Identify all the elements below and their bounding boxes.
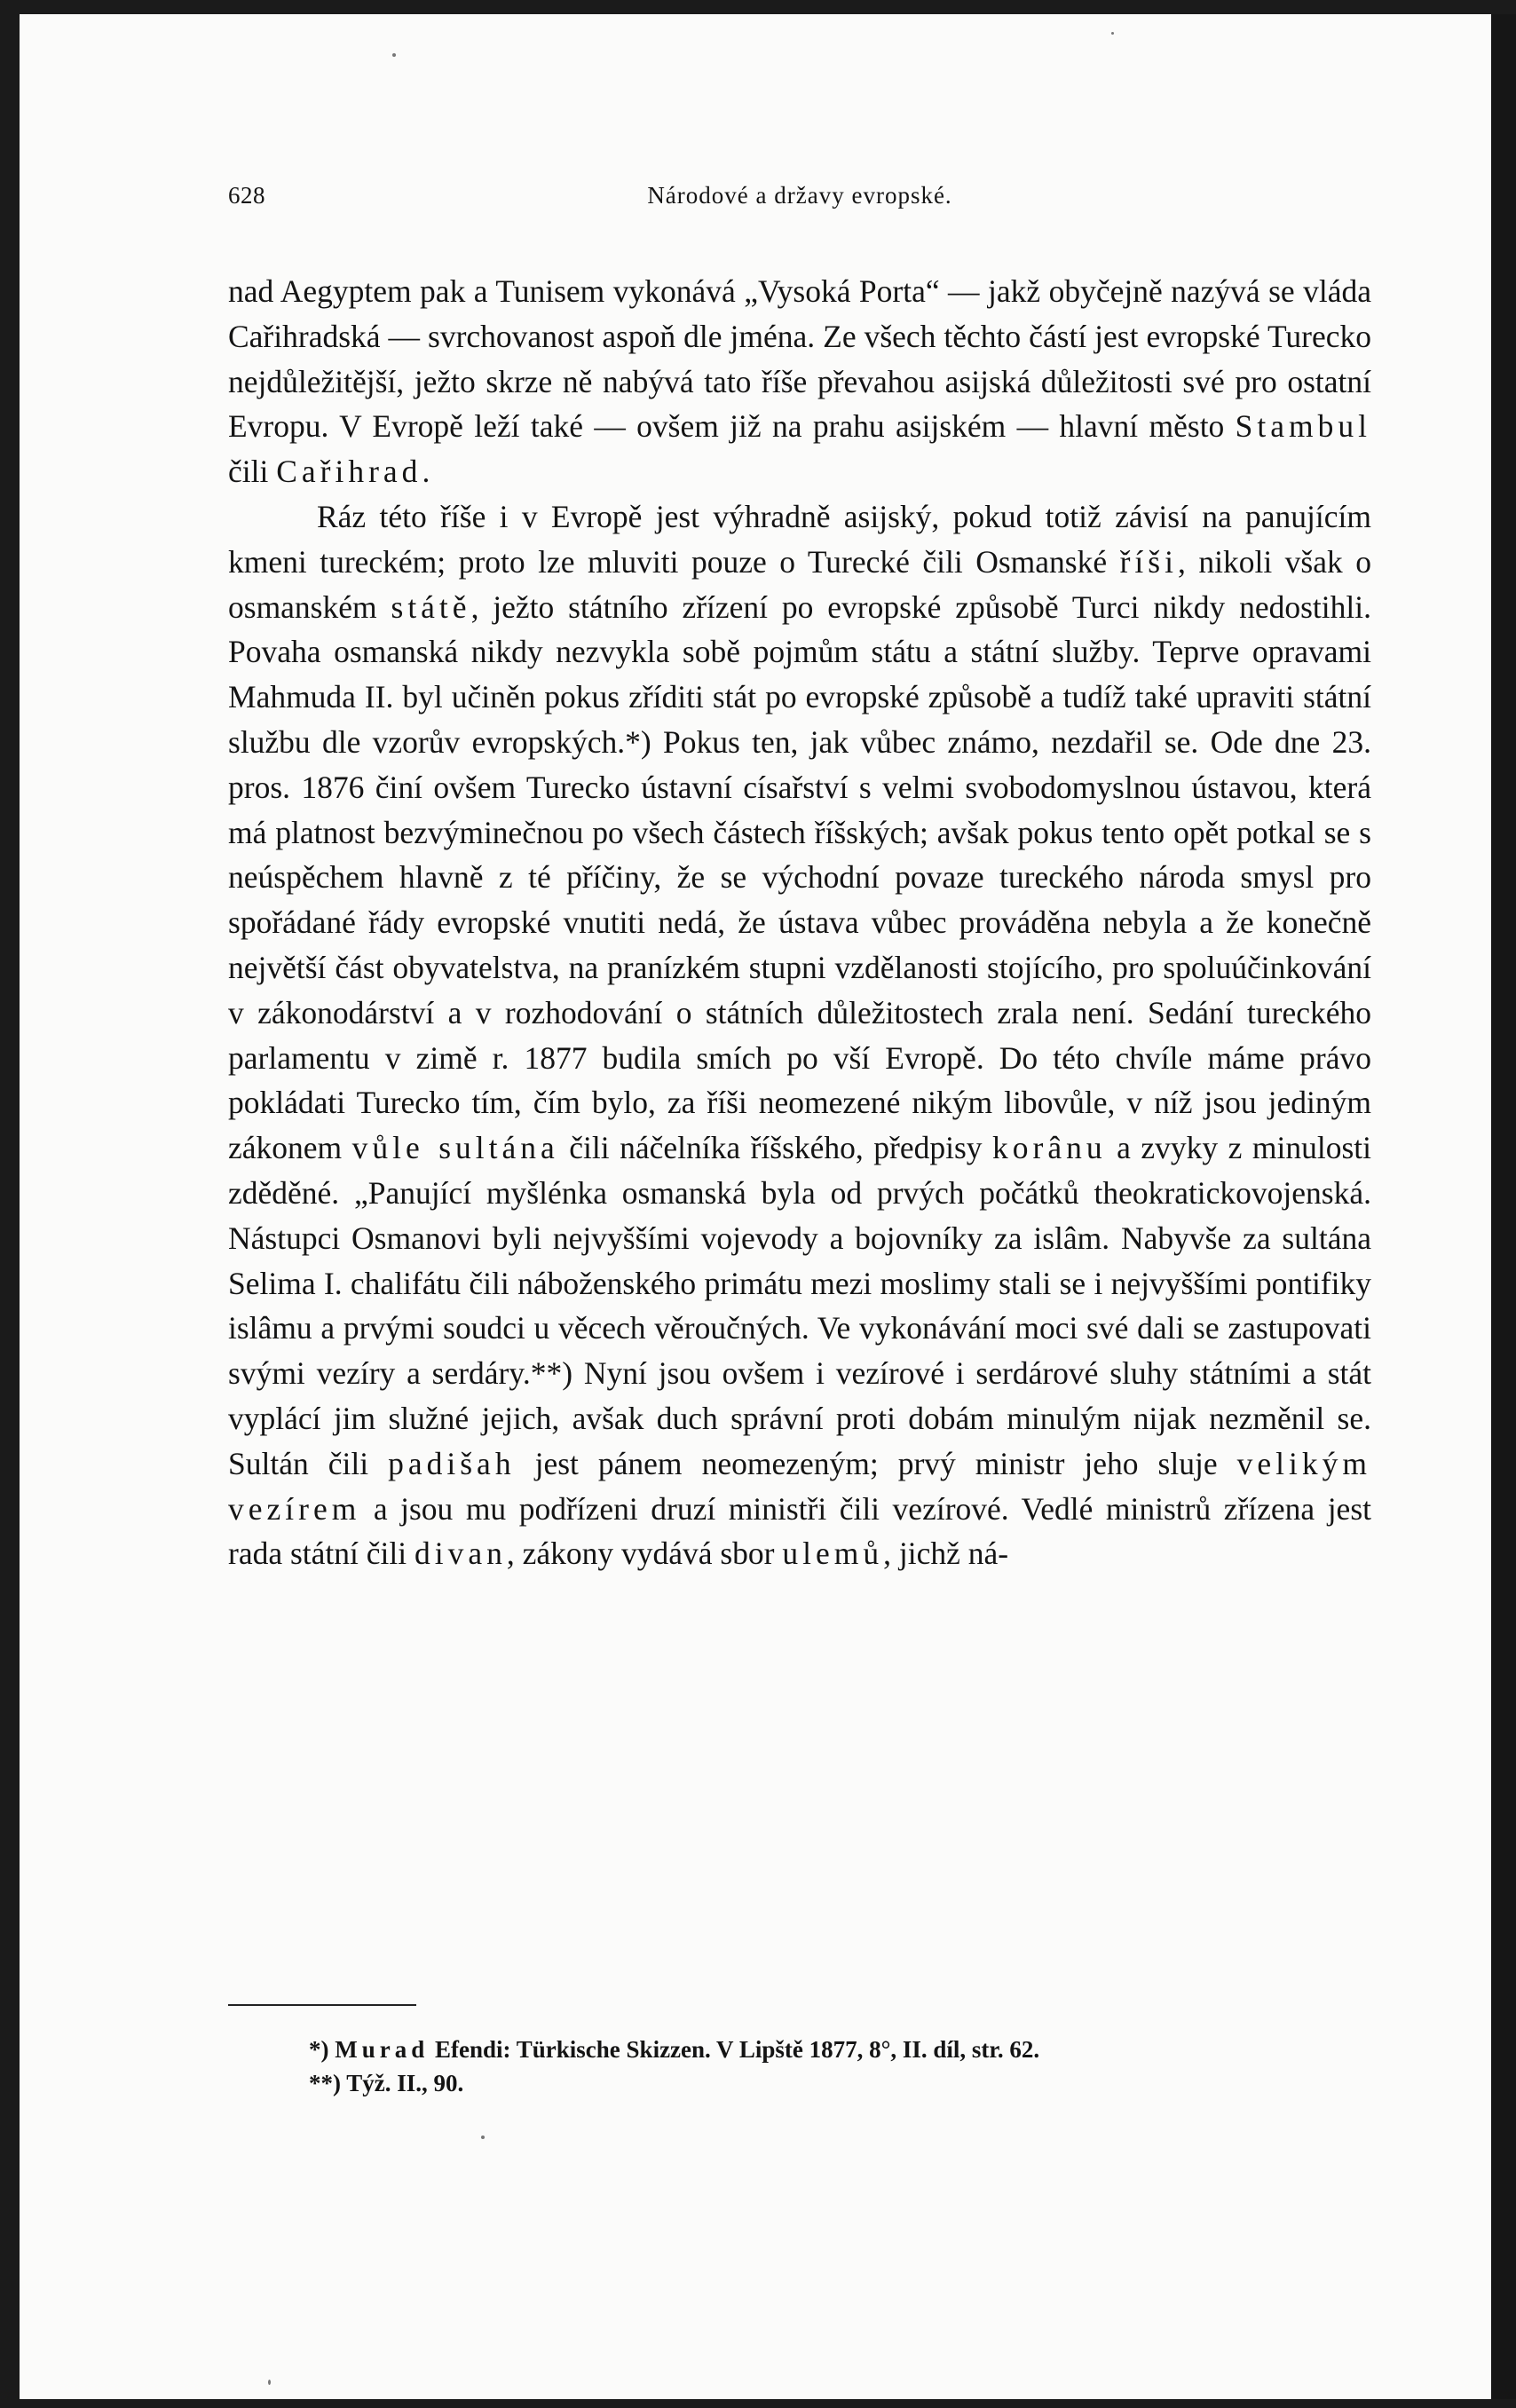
scan-speck — [268, 2380, 271, 2385]
text-run: Ráz této říše i v Evropě jest výhradně asijský, pokud totiž závisí na panujícím kmeni tureckém; proto lze mluviti pouze o Turecké čili Osmanské — [228, 498, 1371, 580]
spaced-text-run: státě — [391, 588, 471, 625]
text-run: , zákony vydává sbor — [506, 1536, 783, 1572]
text-run: čili — [228, 454, 277, 490]
scan-speck — [392, 53, 396, 57]
spaced-text-run: korânu — [992, 1130, 1107, 1166]
footnote-rule — [228, 2004, 416, 2006]
footnote-mark: *) — [309, 2036, 329, 2063]
header-title: Národové a državy evropské. — [647, 182, 952, 209]
spaced-text-run: velikým vezírem — [228, 1445, 1371, 1527]
text-run: a jsou mu podřízeni druzí ministři čili vezírové. Vedlé ministrů zřízena jest rada státní čili — [228, 1490, 1371, 1572]
spaced-text-run: Murad — [335, 2036, 430, 2063]
scan-border-top — [0, 0, 1516, 14]
paragraph — [228, 269, 1371, 494]
spaced-text-run: padišah — [388, 1445, 516, 1481]
spaced-text-run: říši — [1119, 543, 1178, 580]
scan-speck — [1111, 32, 1114, 35]
text-run: , ježto státního zřízení po evropské způsobě Turci nikdy nedostihli. Povaha osmanská nikdy nezvykla sobě pojmům státu a státní služby. Teprve opravami Mahmuda II. byl učiněn pokus zříditi stát po evropské způsobě a tudíž také upraviti státní službu dle vzorův evropských.*) Pokus ten, jak vůbec známo, nezdařil se. Ode dne 23. pros. 1876 činí ovšem Turecko ústavní císařství s velmi svobodomyslnou ústavou, která má platnost bezvýminečnou po všech částech říšských; avšak pokus tento opět potkal se s neúspěchem hlavně z té příčiny, že se východní povaze tureckého národa smysl pro spořádané řády evropské vnutiti nedá, že ústava vůbec prováděna nebyla a že konečně největší část obyvatelstva, na pranízkém stupni vzdělanosti stojícího, pro spoluúčinkování v zákonodárství a v rozhodování o státních důležitostech zrala není. Sedání tureckého parlamentu v zimě r. 1877 budila smích po vší Evropě. Do této chvíle máme právo pokládati Turecko tím, čím bylo, za říši neomezené nikým libovůle, v níž jsou jediným zákonem — [228, 588, 1371, 1166]
scan-border-bottom — [0, 2399, 1516, 2408]
footnote-mark: **) — [309, 2070, 341, 2096]
text-run: , jichž ná- — [883, 1536, 1009, 1572]
text-run: nad Aegyptem pak a Tunisem vykonává „Vysoká Porta“ — jakž obyčejně nazývá se vláda Cařihradská — svrchovanost aspoň dle jména. Ze všech těchto částí jest evropské Turecko nejdůležitější, ježto skrze ně nabývá tato říše převahou asijská důležitosti své pro ostatní Evropu. V Evropě leží také — ovšem již na prahu asijském — hlavní město — [228, 273, 1371, 445]
page-number: 628 — [228, 182, 265, 209]
text-run: a zvyky z minulosti zděděné. „Panující myšlénka osmanská byla od prvých počátků theokratickovojenská. Nástupci Osmanovi byli nejvyššími vojevody a bojovníky za islâm. Nabyvše za sultána Selima I. chalifátu čili náboženského primátu mezi moslimy stali se i nejvyššími pontifiky islâmu a prvými soudci u věcech věroučných. Ve vykonávání moci své dali se zastupovati svými vezíry a serdáry.**) Nyní jsou ovšem i vezírové i serdárové sluhy státními a stát vyplácí jim služné jejich, avšak duch správní proti dobám minulým nijak nezměnil se. Sultán čili — [228, 1130, 1371, 1481]
text-run: Týž. II., 90. — [346, 2070, 464, 2096]
text-run: . — [422, 454, 430, 490]
spaced-text-run: Cařihrad — [276, 454, 422, 490]
text-run: jest pánem neomezeným; prvý ministr jeho sluje — [515, 1445, 1237, 1481]
scan-border-left — [0, 0, 20, 2408]
scan-speck — [481, 2136, 485, 2139]
footnote — [309, 2033, 1374, 2066]
main-text — [228, 269, 1371, 1576]
running-header — [228, 182, 1371, 217]
text-run: Efendi: Türkische Skizzen. V Lipště 1877, 8°, II. díl, str. 62. — [429, 2036, 1040, 2063]
scan-border-right — [1491, 0, 1516, 2408]
footnotes — [309, 2033, 1374, 2100]
spaced-text-run: Stambul — [1235, 408, 1371, 445]
spaced-text-run: vůle sultána — [351, 1130, 559, 1166]
paragraph — [228, 494, 1371, 1576]
text-run: čili náčelníka říšského, předpisy — [558, 1130, 993, 1166]
footnote — [309, 2066, 1374, 2100]
text-run: , nikoli však o osmanském — [228, 543, 1371, 625]
spaced-text-run: divan — [414, 1536, 507, 1572]
spaced-text-run: ulemů — [782, 1536, 884, 1572]
